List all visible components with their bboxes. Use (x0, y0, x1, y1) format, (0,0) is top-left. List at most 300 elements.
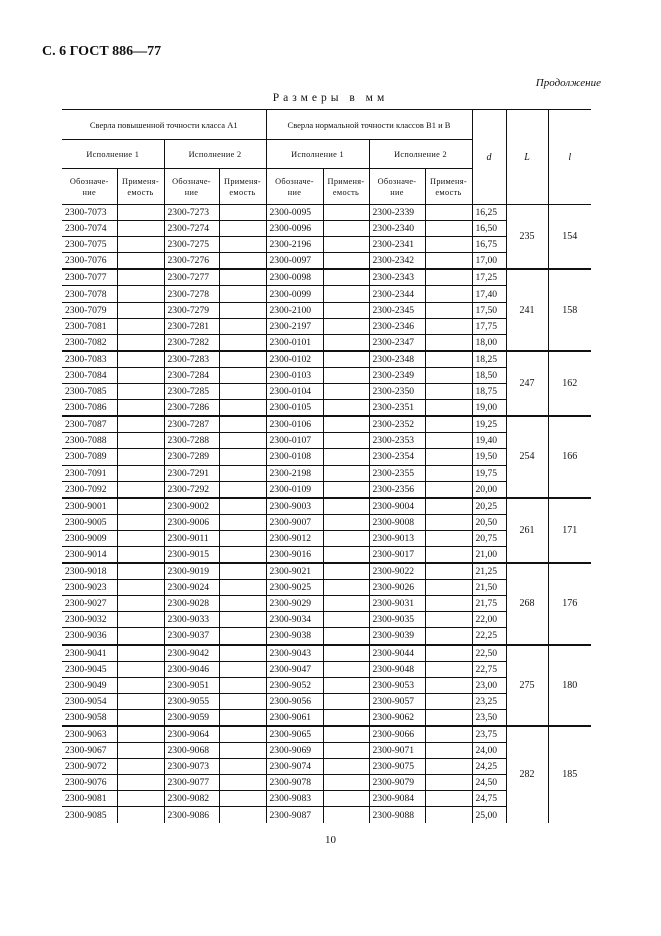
cell-b-exec2-designation: 2300-2341 (369, 237, 425, 253)
cell-d: 19,25 (472, 416, 506, 433)
cell-b-exec1-designation: 2300-9052 (266, 677, 323, 693)
cell-b-exec2-designation: 2300-9088 (369, 807, 425, 823)
cell-b-exec2-designation: 2300-2344 (369, 286, 425, 302)
cell-a1-exec1-designation: 2300-7077 (62, 269, 117, 286)
cell-b-exec1-application (323, 677, 369, 693)
cell-L: 235 (506, 205, 548, 270)
cell-b-exec2-designation: 2300-2355 (369, 465, 425, 481)
cell-a1-exec1-designation: 2300-7086 (62, 400, 117, 417)
cell-b-exec2-designation: 2300-9004 (369, 498, 425, 515)
cell-b-exec1-application (323, 481, 369, 498)
cell-a1-exec1-application (117, 351, 164, 368)
header-application-2 (219, 169, 266, 205)
cell-d: 18,75 (472, 384, 506, 400)
cell-b-exec1-designation: 2300-9087 (266, 807, 323, 823)
cell-l: 171 (548, 498, 591, 563)
cell-b-exec1-designation: 2300-9029 (266, 596, 323, 612)
cell-d: 17,25 (472, 269, 506, 286)
cell-a1-exec2-designation: 2300-9019 (164, 563, 219, 580)
cell-b-exec2-designation: 2300-9079 (369, 775, 425, 791)
cell-a1-exec1-application (117, 807, 164, 823)
cell-a1-exec2-application (219, 384, 266, 400)
continuation-label: Продолжение (535, 77, 601, 89)
cell-a1-exec1-designation: 2300-9085 (62, 807, 117, 823)
header-designation-4 (369, 169, 425, 205)
cell-b-exec1-designation: 2300-9007 (266, 514, 323, 530)
cell-b-exec1-application (323, 759, 369, 775)
cell-a1-exec1-designation: 2300-9072 (62, 759, 117, 775)
cell-L: 247 (506, 351, 548, 416)
cell-b-exec1-application (323, 367, 369, 383)
cell-a1-exec2-designation: 2300-7278 (164, 286, 219, 302)
cell-a1-exec1-application (117, 433, 164, 449)
cell-a1-exec1-application (117, 612, 164, 628)
cell-d: 20,25 (472, 498, 506, 515)
cell-a1-exec1-application (117, 709, 164, 726)
cell-a1-exec1-designation: 2300-9045 (62, 661, 117, 677)
cell-b-exec2-application (425, 563, 472, 580)
cell-b-exec1-designation: 2300-9074 (266, 759, 323, 775)
cell-a1-exec2-application (219, 563, 266, 580)
cell-d: 24,75 (472, 791, 506, 807)
cell-b-exec2-application (425, 433, 472, 449)
cell-b-exec1-designation: 2300-0098 (266, 269, 323, 286)
cell-a1-exec1-designation: 2300-7089 (62, 449, 117, 465)
cell-b-exec1-application (323, 286, 369, 302)
table-row (62, 726, 591, 743)
cell-b-exec1-designation: 2300-0109 (266, 481, 323, 498)
cell-d: 17,50 (472, 302, 506, 318)
cell-a1-exec2-application (219, 677, 266, 693)
cell-a1-exec2-application (219, 791, 266, 807)
table-row (62, 269, 591, 286)
cell-b-exec2-application (425, 580, 472, 596)
cell-b-exec1-designation: 2300-0103 (266, 367, 323, 383)
cell-a1-exec2-application (219, 416, 266, 433)
cell-b-exec1-application (323, 628, 369, 645)
drill-sizes-table (62, 109, 591, 823)
cell-a1-exec2-designation: 2300-9006 (164, 514, 219, 530)
header-application-1 (117, 169, 164, 205)
cell-a1-exec2-application (219, 433, 266, 449)
cell-a1-exec1-designation: 2300-9058 (62, 709, 117, 726)
cell-l: 176 (548, 563, 591, 644)
cell-b-exec1-application (323, 400, 369, 417)
cell-a1-exec2-designation: 2300-7273 (164, 205, 219, 221)
cell-a1-exec2-designation: 2300-9024 (164, 580, 219, 596)
cell-a1-exec1-application (117, 628, 164, 645)
cell-a1-exec2-designation: 2300-9028 (164, 596, 219, 612)
cell-b-exec2-designation: 2300-9013 (369, 530, 425, 546)
cell-b-exec1-designation: 2300-9043 (266, 645, 323, 662)
cell-a1-exec2-application (219, 351, 266, 368)
cell-a1-exec2-designation: 2300-9042 (164, 645, 219, 662)
cell-b-exec1-designation: 2300-0096 (266, 221, 323, 237)
cell-a1-exec1-designation: 2300-9032 (62, 612, 117, 628)
cell-b-exec1-application (323, 596, 369, 612)
header-designation-line: ние (390, 187, 404, 197)
cell-b-exec2-application (425, 449, 472, 465)
cell-d: 16,25 (472, 205, 506, 221)
header-application-line: емость (435, 187, 462, 197)
cell-b-exec2-designation: 2300-2350 (369, 384, 425, 400)
header-designation-1 (62, 169, 117, 205)
cell-d: 19,75 (472, 465, 506, 481)
cell-a1-exec2-designation: 2300-9086 (164, 807, 219, 823)
cell-b-exec2-application (425, 205, 472, 221)
cell-b-exec1-application (323, 269, 369, 286)
cell-b-exec2-application (425, 743, 472, 759)
cell-a1-exec2-designation: 2300-7285 (164, 384, 219, 400)
cell-a1-exec2-designation: 2300-9082 (164, 791, 219, 807)
cell-L: 261 (506, 498, 548, 563)
cell-d: 17,75 (472, 318, 506, 334)
cell-a1-exec2-application (219, 596, 266, 612)
cell-b-exec1-designation: 2300-9025 (266, 580, 323, 596)
document-header: С. 6 ГОСТ 886—77 (42, 44, 162, 59)
cell-d: 25,00 (472, 807, 506, 823)
cell-b-exec2-designation: 2300-2352 (369, 416, 425, 433)
cell-l: 166 (548, 416, 591, 497)
cell-d: 20,75 (472, 530, 506, 546)
cell-b-exec1-application (323, 807, 369, 823)
cell-b-exec2-application (425, 677, 472, 693)
cell-d: 23,50 (472, 709, 506, 726)
cell-a1-exec1-application (117, 269, 164, 286)
cell-a1-exec2-application (219, 498, 266, 515)
cell-b-exec1-application (323, 530, 369, 546)
cell-b-exec1-application (323, 709, 369, 726)
cell-b-exec1-application (323, 693, 369, 709)
cell-a1-exec1-application (117, 546, 164, 563)
header-application-4 (425, 169, 472, 205)
cell-b-exec2-designation: 2300-2347 (369, 334, 425, 351)
cell-b-exec1-application (323, 334, 369, 351)
cell-a1-exec1-application (117, 791, 164, 807)
cell-b-exec1-application (323, 563, 369, 580)
cell-b-exec2-application (425, 661, 472, 677)
cell-b-exec2-designation: 2300-2349 (369, 367, 425, 383)
cell-a1-exec2-designation: 2300-7287 (164, 416, 219, 433)
cell-a1-exec2-application (219, 318, 266, 334)
cell-a1-exec1-designation: 2300-9054 (62, 693, 117, 709)
header-designation-2 (164, 169, 219, 205)
cell-a1-exec1-application (117, 416, 164, 433)
cell-b-exec2-designation: 2300-9035 (369, 612, 425, 628)
cell-b-exec1-application (323, 318, 369, 334)
cell-b-exec2-designation: 2300-9075 (369, 759, 425, 775)
cell-a1-exec1-application (117, 775, 164, 791)
cell-b-exec2-designation: 2300-2354 (369, 449, 425, 465)
cell-a1-exec2-designation: 2300-9002 (164, 498, 219, 515)
cell-a1-exec2-designation: 2300-9077 (164, 775, 219, 791)
cell-a1-exec2-application (219, 726, 266, 743)
cell-b-exec2-designation: 2300-9084 (369, 791, 425, 807)
cell-a1-exec1-designation: 2300-7078 (62, 286, 117, 302)
cell-b-exec1-designation: 2300-2196 (266, 237, 323, 253)
cell-b-exec2-application (425, 318, 472, 334)
cell-a1-exec2-designation: 2300-9046 (164, 661, 219, 677)
cell-d: 24,00 (472, 743, 506, 759)
cell-a1-exec2-application (219, 205, 266, 221)
cell-l: 154 (548, 205, 591, 270)
cell-a1-exec2-application (219, 514, 266, 530)
cell-a1-exec1-designation: 2300-7082 (62, 334, 117, 351)
cell-b-exec1-application (323, 645, 369, 662)
cell-a1-exec1-designation: 2300-9036 (62, 628, 117, 645)
cell-b-exec2-designation: 2300-2346 (369, 318, 425, 334)
cell-a1-exec2-application (219, 628, 266, 645)
cell-a1-exec2-designation: 2300-7284 (164, 367, 219, 383)
cell-b-exec2-application (425, 253, 472, 270)
cell-b-exec1-designation: 2300-9012 (266, 530, 323, 546)
cell-a1-exec1-designation: 2300-7084 (62, 367, 117, 383)
cell-a1-exec1-application (117, 759, 164, 775)
cell-a1-exec2-application (219, 400, 266, 417)
cell-a1-exec2-application (219, 237, 266, 253)
header-application-line: Применя- (327, 176, 365, 186)
cell-a1-exec1-application (117, 449, 164, 465)
cell-b-exec1-application (323, 433, 369, 449)
cell-a1-exec2-designation: 2300-7279 (164, 302, 219, 318)
cell-d: 21,25 (472, 563, 506, 580)
cell-b-exec2-designation: 2300-2340 (369, 221, 425, 237)
cell-a1-exec1-designation: 2300-9009 (62, 530, 117, 546)
cell-b-exec1-application (323, 221, 369, 237)
cell-L: 254 (506, 416, 548, 497)
cell-a1-exec1-application (117, 367, 164, 383)
cell-b-exec1-designation: 2300-9061 (266, 709, 323, 726)
header-designation-line: ние (82, 187, 96, 197)
header-l: l (548, 110, 591, 205)
cell-a1-exec2-application (219, 709, 266, 726)
header-designation-line: ние (184, 187, 199, 197)
cell-a1-exec2-designation: 2300-7289 (164, 449, 219, 465)
cell-b-exec1-designation: 2300-2100 (266, 302, 323, 318)
cell-b-exec2-designation: 2300-2351 (369, 400, 425, 417)
cell-b-exec2-designation: 2300-9026 (369, 580, 425, 596)
cell-a1-exec2-designation: 2300-7274 (164, 221, 219, 237)
cell-b-exec2-designation: 2300-9039 (369, 628, 425, 645)
table-row (62, 416, 591, 433)
cell-a1-exec1-designation: 2300-9005 (62, 514, 117, 530)
cell-d: 24,50 (472, 775, 506, 791)
header-application-line: емость (127, 187, 154, 197)
cell-b-exec1-designation: 2300-9065 (266, 726, 323, 743)
cell-a1-exec2-application (219, 807, 266, 823)
cell-a1-exec2-designation: 2300-9011 (164, 530, 219, 546)
cell-d: 21,50 (472, 580, 506, 596)
cell-b-exec1-designation: 2300-9047 (266, 661, 323, 677)
cell-a1-exec1-application (117, 334, 164, 351)
cell-a1-exec1-designation: 2300-7085 (62, 384, 117, 400)
cell-b-exec1-designation: 2300-0107 (266, 433, 323, 449)
cell-d: 23,25 (472, 693, 506, 709)
cell-a1-exec1-application (117, 580, 164, 596)
cell-a1-exec2-designation: 2300-7292 (164, 481, 219, 498)
cell-b-exec1-designation: 2300-9021 (266, 563, 323, 580)
cell-b-exec1-application (323, 661, 369, 677)
cell-a1-exec1-designation: 2300-9081 (62, 791, 117, 807)
header-application-line: емость (332, 187, 360, 197)
cell-b-exec1-application (323, 302, 369, 318)
cell-b-exec1-application (323, 351, 369, 368)
cell-b-exec2-application (425, 367, 472, 383)
cell-b-exec1-designation: 2300-2198 (266, 465, 323, 481)
cell-b-exec2-designation: 2300-2345 (369, 302, 425, 318)
cell-a1-exec1-application (117, 596, 164, 612)
cell-d: 18,00 (472, 334, 506, 351)
cell-L: 268 (506, 563, 548, 644)
cell-b-exec2-application (425, 791, 472, 807)
cell-a1-exec2-application (219, 645, 266, 662)
cell-a1-exec2-designation: 2300-9064 (164, 726, 219, 743)
cell-a1-exec2-application (219, 302, 266, 318)
cell-d: 23,75 (472, 726, 506, 743)
cell-a1-exec1-designation: 2300-9023 (62, 580, 117, 596)
table-row (62, 351, 591, 368)
cell-a1-exec2-designation: 2300-9059 (164, 709, 219, 726)
cell-b-exec2-application (425, 498, 472, 515)
cell-a1-exec2-application (219, 775, 266, 791)
header-designation-3 (266, 169, 323, 205)
cell-a1-exec1-application (117, 465, 164, 481)
cell-a1-exec1-designation: 2300-7088 (62, 433, 117, 449)
cell-b-exec1-designation: 2300-0102 (266, 351, 323, 368)
cell-b-exec2-designation: 2300-9066 (369, 726, 425, 743)
cell-a1-exec1-application (117, 498, 164, 515)
header-group-a1: Сверла повышенной точности класса А1 (62, 110, 266, 140)
cell-b-exec2-designation: 2300-9008 (369, 514, 425, 530)
header-application-3 (323, 169, 369, 205)
cell-a1-exec1-application (117, 563, 164, 580)
cell-b-exec1-application (323, 791, 369, 807)
cell-a1-exec1-application (117, 205, 164, 221)
cell-b-exec1-application (323, 205, 369, 221)
cell-b-exec2-designation: 2300-2353 (369, 433, 425, 449)
cell-b-exec2-designation: 2300-2342 (369, 253, 425, 270)
cell-a1-exec2-application (219, 465, 266, 481)
cell-a1-exec1-designation: 2300-9001 (62, 498, 117, 515)
cell-a1-exec1-application (117, 726, 164, 743)
header-designation-line: ние (287, 187, 302, 197)
cell-b-exec2-designation: 2300-9017 (369, 546, 425, 563)
header-application-line: Применя- (122, 176, 159, 186)
cell-b-exec1-application (323, 416, 369, 433)
cell-a1-exec1-application (117, 286, 164, 302)
cell-a1-exec2-application (219, 367, 266, 383)
cell-a1-exec2-application (219, 334, 266, 351)
cell-a1-exec1-designation: 2300-9063 (62, 726, 117, 743)
cell-a1-exec1-designation: 2300-9018 (62, 563, 117, 580)
cell-b-exec2-application (425, 807, 472, 823)
table-row (62, 498, 591, 515)
header-designation-line: Обозначе- (69, 176, 109, 186)
cell-b-exec1-application (323, 498, 369, 515)
cell-b-exec2-application (425, 514, 472, 530)
cell-b-exec2-application (425, 465, 472, 481)
cell-a1-exec1-designation: 2300-7073 (62, 205, 117, 221)
cell-b-exec2-application (425, 400, 472, 417)
cell-b-exec1-designation: 2300-0104 (266, 384, 323, 400)
cell-b-exec2-designation: 2300-9071 (369, 743, 425, 759)
cell-a1-exec1-designation: 2300-9041 (62, 645, 117, 662)
cell-a1-exec1-designation: 2300-7087 (62, 416, 117, 433)
cell-l: 162 (548, 351, 591, 416)
cell-a1-exec2-application (219, 221, 266, 237)
cell-b-exec2-application (425, 612, 472, 628)
cell-b-exec2-designation: 2300-9022 (369, 563, 425, 580)
cell-b-exec2-application (425, 334, 472, 351)
cell-d: 19,50 (472, 449, 506, 465)
cell-b-exec1-application (323, 237, 369, 253)
cell-a1-exec2-application (219, 743, 266, 759)
cell-a1-exec2-application (219, 759, 266, 775)
cell-b-exec1-designation: 2300-0105 (266, 400, 323, 417)
header-designation-line: Обозначе- (377, 176, 417, 186)
cell-a1-exec1-designation: 2300-7091 (62, 465, 117, 481)
cell-d: 24,25 (472, 759, 506, 775)
cell-b-exec1-designation: 2300-2197 (266, 318, 323, 334)
cell-b-exec1-application (323, 775, 369, 791)
cell-a1-exec2-designation: 2300-7275 (164, 237, 219, 253)
table-row (62, 645, 591, 662)
cell-d: 22,75 (472, 661, 506, 677)
cell-b-exec1-application (323, 253, 369, 270)
cell-a1-exec2-application (219, 253, 266, 270)
cell-b-exec2-application (425, 726, 472, 743)
cell-a1-exec2-designation: 2300-7281 (164, 318, 219, 334)
cell-l: 158 (548, 269, 591, 350)
cell-a1-exec2-designation: 2300-7276 (164, 253, 219, 270)
page-number: 10 (325, 834, 336, 846)
cell-b-exec2-application (425, 351, 472, 368)
cell-d: 21,75 (472, 596, 506, 612)
cell-a1-exec1-application (117, 481, 164, 498)
cell-d: 22,00 (472, 612, 506, 628)
cell-b-exec2-designation: 2300-9031 (369, 596, 425, 612)
cell-a1-exec1-application (117, 645, 164, 662)
cell-a1-exec1-designation: 2300-7075 (62, 237, 117, 253)
header-b-exec2: Исполнение 2 (369, 140, 472, 169)
cell-b-exec2-designation: 2300-2339 (369, 205, 425, 221)
cell-a1-exec2-application (219, 580, 266, 596)
cell-b-exec1-application (323, 580, 369, 596)
cell-a1-exec1-designation: 2300-7076 (62, 253, 117, 270)
cell-b-exec1-application (323, 612, 369, 628)
cell-a1-exec1-designation: 2300-9027 (62, 596, 117, 612)
cell-a1-exec2-designation: 2300-7282 (164, 334, 219, 351)
cell-a1-exec1-application (117, 221, 164, 237)
cell-d: 22,50 (472, 645, 506, 662)
cell-d: 23,00 (472, 677, 506, 693)
cell-d: 18,25 (472, 351, 506, 368)
cell-b-exec1-application (323, 465, 369, 481)
cell-b-exec1-designation: 2300-9083 (266, 791, 323, 807)
cell-b-exec2-application (425, 302, 472, 318)
cell-d: 16,75 (472, 237, 506, 253)
cell-b-exec1-designation: 2300-9034 (266, 612, 323, 628)
cell-b-exec1-designation: 2300-9016 (266, 546, 323, 563)
cell-a1-exec1-designation: 2300-9076 (62, 775, 117, 791)
cell-b-exec1-designation: 2300-0095 (266, 205, 323, 221)
cell-b-exec2-application (425, 645, 472, 662)
cell-b-exec2-application (425, 546, 472, 563)
header-designation-line: Обозначе- (275, 176, 314, 186)
cell-d: 20,50 (472, 514, 506, 530)
cell-b-exec2-designation: 2300-9048 (369, 661, 425, 677)
cell-b-exec1-application (323, 726, 369, 743)
